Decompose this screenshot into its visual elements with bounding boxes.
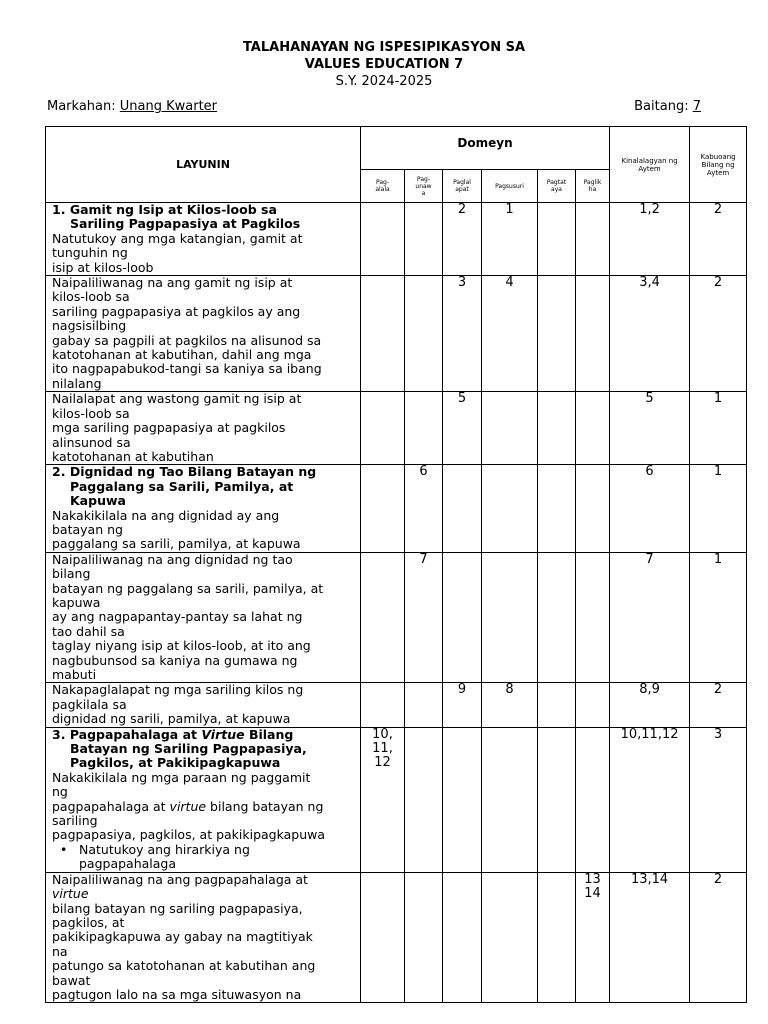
topic-text: Bilang	[244, 726, 294, 742]
header-text: aya	[551, 186, 562, 193]
table-row	[46, 727, 747, 872]
domeyn-cell-pagtataya	[538, 872, 576, 1003]
kinalalagyan-cell: 13,14	[610, 872, 690, 1003]
domeyn-cell-paglalapat	[443, 276, 482, 392]
school-year: S.Y. 2024-2025	[335, 74, 433, 89]
domeyn-cell-paglalapat	[443, 727, 482, 872]
domeyn-cell-pagsusuri	[482, 683, 538, 727]
item-number: 13	[584, 871, 601, 887]
item-number: 9	[457, 682, 467, 698]
kabuoang-cell: 2	[690, 203, 747, 276]
header-kabuoang	[690, 127, 747, 203]
objective-cell	[46, 552, 361, 683]
topic-text: Dignidad ng Tao Bilang Batayan ng	[69, 464, 317, 480]
header-layunin: LAYUNIN	[46, 127, 361, 203]
header-text: Pag-	[417, 175, 430, 183]
objective-text: Nailalapat ang wastong gamit ng isip at	[52, 391, 302, 407]
header-domeyn: Domeyn	[361, 127, 610, 170]
objective-text: paggalang sa sarili, pamilya, at kapuwa	[52, 536, 301, 552]
domeyn-cell-pagsusuri	[482, 465, 538, 552]
kabuoang-cell: 3	[690, 727, 747, 872]
kabuoang-cell: 2	[690, 683, 747, 727]
domeyn-cell-pag-alala	[361, 727, 405, 872]
objective-text: dignidad ng sarili, pamilya, at kapuwa	[52, 711, 291, 727]
baitang-value: 7	[692, 99, 701, 114]
objective-text: kilos-loob sa	[52, 289, 130, 305]
domeyn-cell-paglikha	[576, 203, 610, 276]
domeyn-cell-pag-alala	[361, 683, 405, 727]
domeyn-cell-pag-unawa	[405, 465, 443, 552]
objective-cell	[46, 392, 361, 465]
item-number: 7	[419, 551, 428, 567]
kabuoang-cell: 1	[690, 552, 747, 683]
domeyn-cell-paglalapat	[443, 392, 482, 465]
objective-text: ng	[52, 784, 68, 800]
objective-text: tao dahil sa	[52, 623, 125, 639]
domeyn-cell-pag-unawa	[405, 203, 443, 276]
header-text: Kinalalagyan ng	[621, 156, 678, 165]
domeyn-cell-pag-alala	[361, 276, 405, 392]
domeyn-cell-pagtataya	[538, 727, 576, 872]
topic-text: Gamit ng Isip at Kilos-loob sa	[69, 202, 277, 217]
objective-text: ito nagpapabukod-tangi sa kaniya sa ibang	[52, 361, 322, 377]
objective-text: pagpapasiya, pagkilos, at pakikipagkapuwa	[52, 827, 326, 843]
item-number: 4	[505, 275, 514, 291]
objective-text-emphasis	[52, 887, 360, 901]
objective-text: pagkilos, at	[52, 914, 125, 930]
item-number: 1	[505, 202, 514, 217]
objective-text: Nakapaglalapat ng mga sariling kilos ng	[52, 682, 304, 698]
item-number: 2	[457, 202, 467, 217]
header-text: Aytem	[706, 168, 730, 177]
domeyn-cell-paglikha	[576, 392, 610, 465]
virtue-term: virtue	[52, 886, 89, 902]
domeyn-cell-pag-unawa	[405, 276, 443, 392]
kinalalagyan-cell: 1,2	[610, 203, 690, 276]
domeyn-cell-pagtataya	[538, 392, 576, 465]
table-row	[46, 392, 747, 465]
kinalalagyan-cell: 8,9	[610, 683, 690, 727]
domeyn-cell-paglalapat	[443, 683, 482, 727]
objective-text: na	[52, 943, 68, 959]
domeyn-cell-pag-unawa	[405, 392, 443, 465]
objective-text-part: bilang batayan ng	[206, 798, 324, 814]
domeyn-cell-pag-alala	[361, 872, 405, 1003]
topic-text: Paggalang sa Sarili, Pamilya, at	[70, 478, 294, 494]
objective-text: patungo sa katotohanan at kabutihan ang	[52, 958, 316, 974]
domeyn-cell-pag-unawa	[405, 727, 443, 872]
objective-text: mga sariling pagpapasiya at pagkilos	[52, 420, 286, 436]
objective-text: batayan ng paggalang sa sarili, pamilya, at	[52, 580, 324, 596]
kinalalagyan-cell: 3,4	[610, 276, 690, 392]
baitang	[634, 99, 701, 114]
objective-cell	[46, 872, 361, 1003]
objective-text: alinsunod sa	[52, 434, 131, 450]
objective-text: katotohanan at kabutihan, dahil ang mga	[52, 347, 312, 363]
objective-text: Nakakikilala ng mga paraan ng paggamit	[52, 769, 311, 785]
header-text: ha	[588, 186, 597, 193]
domeyn-cell-pag-alala	[361, 203, 405, 276]
topic-text-emphasis: Virtue	[201, 726, 245, 742]
objective-text: Naipaliliwanag na ang dignidad ng tao	[52, 551, 293, 567]
topic-heading	[52, 203, 360, 232]
header-pagtataya	[538, 170, 576, 203]
kinalalagyan-cell: 5	[610, 392, 690, 465]
domeyn-cell-pag-unawa	[405, 872, 443, 1003]
domeyn-cell-paglalapat	[443, 465, 482, 552]
objective-cell	[46, 683, 361, 727]
domeyn-cell-pagtataya	[538, 683, 576, 727]
objective-text: tunguhin ng	[52, 245, 128, 261]
markahan-label: Markahan:	[47, 99, 116, 114]
table-row	[46, 683, 747, 727]
topic-text: Kapuwa	[70, 493, 126, 509]
domeyn-cell-paglikha	[576, 552, 610, 683]
domeyn-cell-pagsusuri	[482, 727, 538, 872]
header-kinalalagyan	[610, 127, 690, 203]
item-number: 3	[457, 275, 467, 291]
domeyn-cell-pag-alala	[361, 552, 405, 683]
topic-number: 2.	[52, 464, 66, 480]
domeyn-cell-pagsusuri	[482, 203, 538, 276]
domeyn-cell-paglalapat	[443, 552, 482, 683]
domeyn-cell-pagtataya	[538, 276, 576, 392]
objective-text	[52, 800, 360, 814]
table-body	[46, 203, 747, 1003]
domeyn-cell-paglalapat	[443, 203, 482, 276]
baitang-label: Baitang:	[634, 99, 689, 114]
objective-cell	[46, 203, 361, 276]
objective-text: bilang	[52, 566, 91, 582]
header-text: Paglik	[583, 179, 602, 186]
domeyn-cell-pag-unawa	[405, 552, 443, 683]
specification-table	[45, 126, 747, 1003]
objective-text: Natutukoy ang mga katangian, gamit at	[52, 230, 303, 246]
table-row	[46, 276, 747, 392]
kinalalagyan-cell: 10,11,12	[610, 727, 690, 872]
kinalalagyan-cell: 7	[610, 552, 690, 683]
header-text: Pagtat	[546, 179, 567, 186]
header-text: alala	[375, 186, 390, 193]
objective-cell	[46, 727, 361, 872]
header-pag-alala	[361, 170, 405, 203]
objective-text: Nakakikilala na ang dignidad ay ang	[52, 507, 280, 523]
header-text: Paglal	[453, 179, 471, 186]
objective-text: pagtugon lalo na sa mga situwasyon na	[52, 986, 302, 1002]
kabuoang-cell: 2	[690, 276, 747, 392]
item-number: 10,	[372, 726, 393, 742]
objective-text: katotohanan at kabutihan	[52, 448, 214, 464]
topic-heading	[52, 465, 360, 508]
topic-heading	[52, 728, 360, 771]
item-number: 11,	[372, 740, 393, 756]
objective-text: kapuwa	[52, 594, 101, 610]
domeyn-cell-pagsusuri	[482, 276, 538, 392]
objective-cell	[46, 276, 361, 392]
domeyn-cell-pagsusuri	[482, 392, 538, 465]
header-text: Aytem	[638, 164, 661, 173]
title-line-2: VALUES EDUCATION 7	[304, 57, 464, 72]
virtue-term: virtue	[169, 798, 207, 814]
header-text: apat	[455, 186, 469, 193]
domeyn-cell-pag-unawa	[405, 683, 443, 727]
header-text: Pagsusuri	[495, 182, 524, 190]
bullet-item: pagpapahalaga	[79, 856, 177, 872]
objective-text: sariling	[52, 813, 98, 829]
domeyn-cell-pagtataya	[538, 552, 576, 683]
document-title	[0, 39, 768, 90]
objective-text: bilang batayan ng sariling pagpapasiya,	[52, 900, 303, 916]
topic-text: Sariling Pagpapasiya at Pagkilos	[70, 216, 301, 232]
header-text: unaw	[415, 182, 432, 190]
domeyn-cell-pagtataya	[538, 465, 576, 552]
topic-text: Pagkilos, at Pakikipagkapuwa	[70, 755, 281, 771]
objective-text: Naipaliliwanag na ang gamit ng isip at	[52, 275, 293, 291]
topic-number: 3.	[52, 726, 66, 742]
kabuoang-cell: 1	[690, 465, 747, 552]
objective-text: nagsisilbing	[52, 318, 127, 334]
item-number: 12	[374, 754, 391, 770]
kinalalagyan-cell: 6	[610, 465, 690, 552]
objective-text: isip at kilos-loob	[52, 259, 154, 275]
objective-text: gabay sa pagpili at pagkilos na alisunod sa	[52, 332, 322, 348]
domeyn-cell-paglikha	[576, 683, 610, 727]
table-row	[46, 552, 747, 683]
header-text: Pag-	[376, 179, 389, 186]
objective-text: taglay niyang isip at kilos-loob, at ito ang	[52, 638, 311, 654]
table-row	[46, 203, 747, 276]
item-number: 8	[505, 682, 514, 698]
header-paglalapat	[443, 170, 482, 203]
objective-text: sariling pagpapasiya at pagkilos ay ang	[52, 303, 301, 319]
kabuoang-cell: 1	[690, 392, 747, 465]
domeyn-cell-paglikha	[576, 276, 610, 392]
item-number: 5	[457, 391, 467, 407]
domeyn-cell-pagtataya	[538, 203, 576, 276]
table-row	[46, 465, 747, 552]
markahan-value: Unang Kwarter	[119, 99, 218, 114]
header-pagsusuri	[482, 170, 538, 203]
item-number: 6	[419, 464, 428, 480]
markahan	[47, 99, 217, 114]
topic-text: Batayan ng Sariling Pagpapasiya,	[70, 741, 307, 757]
objective-text: nagbubunsod sa kaniya na gumawa ng	[52, 652, 298, 668]
objective-text: batayan ng	[52, 521, 123, 537]
domeyn-cell-pagsusuri	[482, 552, 538, 683]
topic-number: 1.	[52, 202, 66, 217]
header-text: a	[421, 189, 426, 197]
domeyn-cell-paglikha	[576, 465, 610, 552]
objective-text: kilos-loob sa	[52, 405, 130, 421]
kabuoang-cell: 2	[690, 872, 747, 1003]
objective-text: nilalang	[52, 375, 102, 391]
header-paglikha	[576, 170, 610, 203]
objective-text: bawat	[52, 972, 91, 988]
objective-text: ay ang nagpapantay-pantay sa lahat ng	[52, 609, 303, 625]
bullet-item: • Natutukoy ang hirarkiya ng	[52, 843, 360, 857]
domeyn-cell-pag-alala	[361, 465, 405, 552]
domeyn-cell-paglikha	[576, 872, 610, 1003]
domeyn-cell-paglalapat	[443, 872, 482, 1003]
table-row	[46, 872, 747, 1003]
domeyn-cell-pag-alala	[361, 392, 405, 465]
topic-text: Pagpapahalaga at	[69, 726, 202, 742]
header-text: Bilang ng	[701, 160, 735, 169]
objective-text: Naipaliliwanag na ang pagpapahalaga at	[52, 871, 308, 887]
domeyn-cell-paglikha	[576, 727, 610, 872]
domeyn-cell-pagsusuri	[482, 872, 538, 1003]
objective-text-part: pagpapahalaga at	[52, 798, 170, 814]
header-pag-unawa	[405, 170, 443, 203]
header-text: Kabuoang	[700, 152, 736, 161]
title-line-1: TALAHANAYAN NG ISPESIPIKASYON SA	[242, 40, 526, 55]
item-number: 14	[584, 885, 601, 901]
objective-text: pagkilala sa	[52, 696, 127, 712]
objective-text: mabuti	[52, 667, 97, 682]
objective-text: pakikipagkapuwa ay gabay na magtitiyak	[52, 929, 313, 945]
objective-cell	[46, 465, 361, 552]
